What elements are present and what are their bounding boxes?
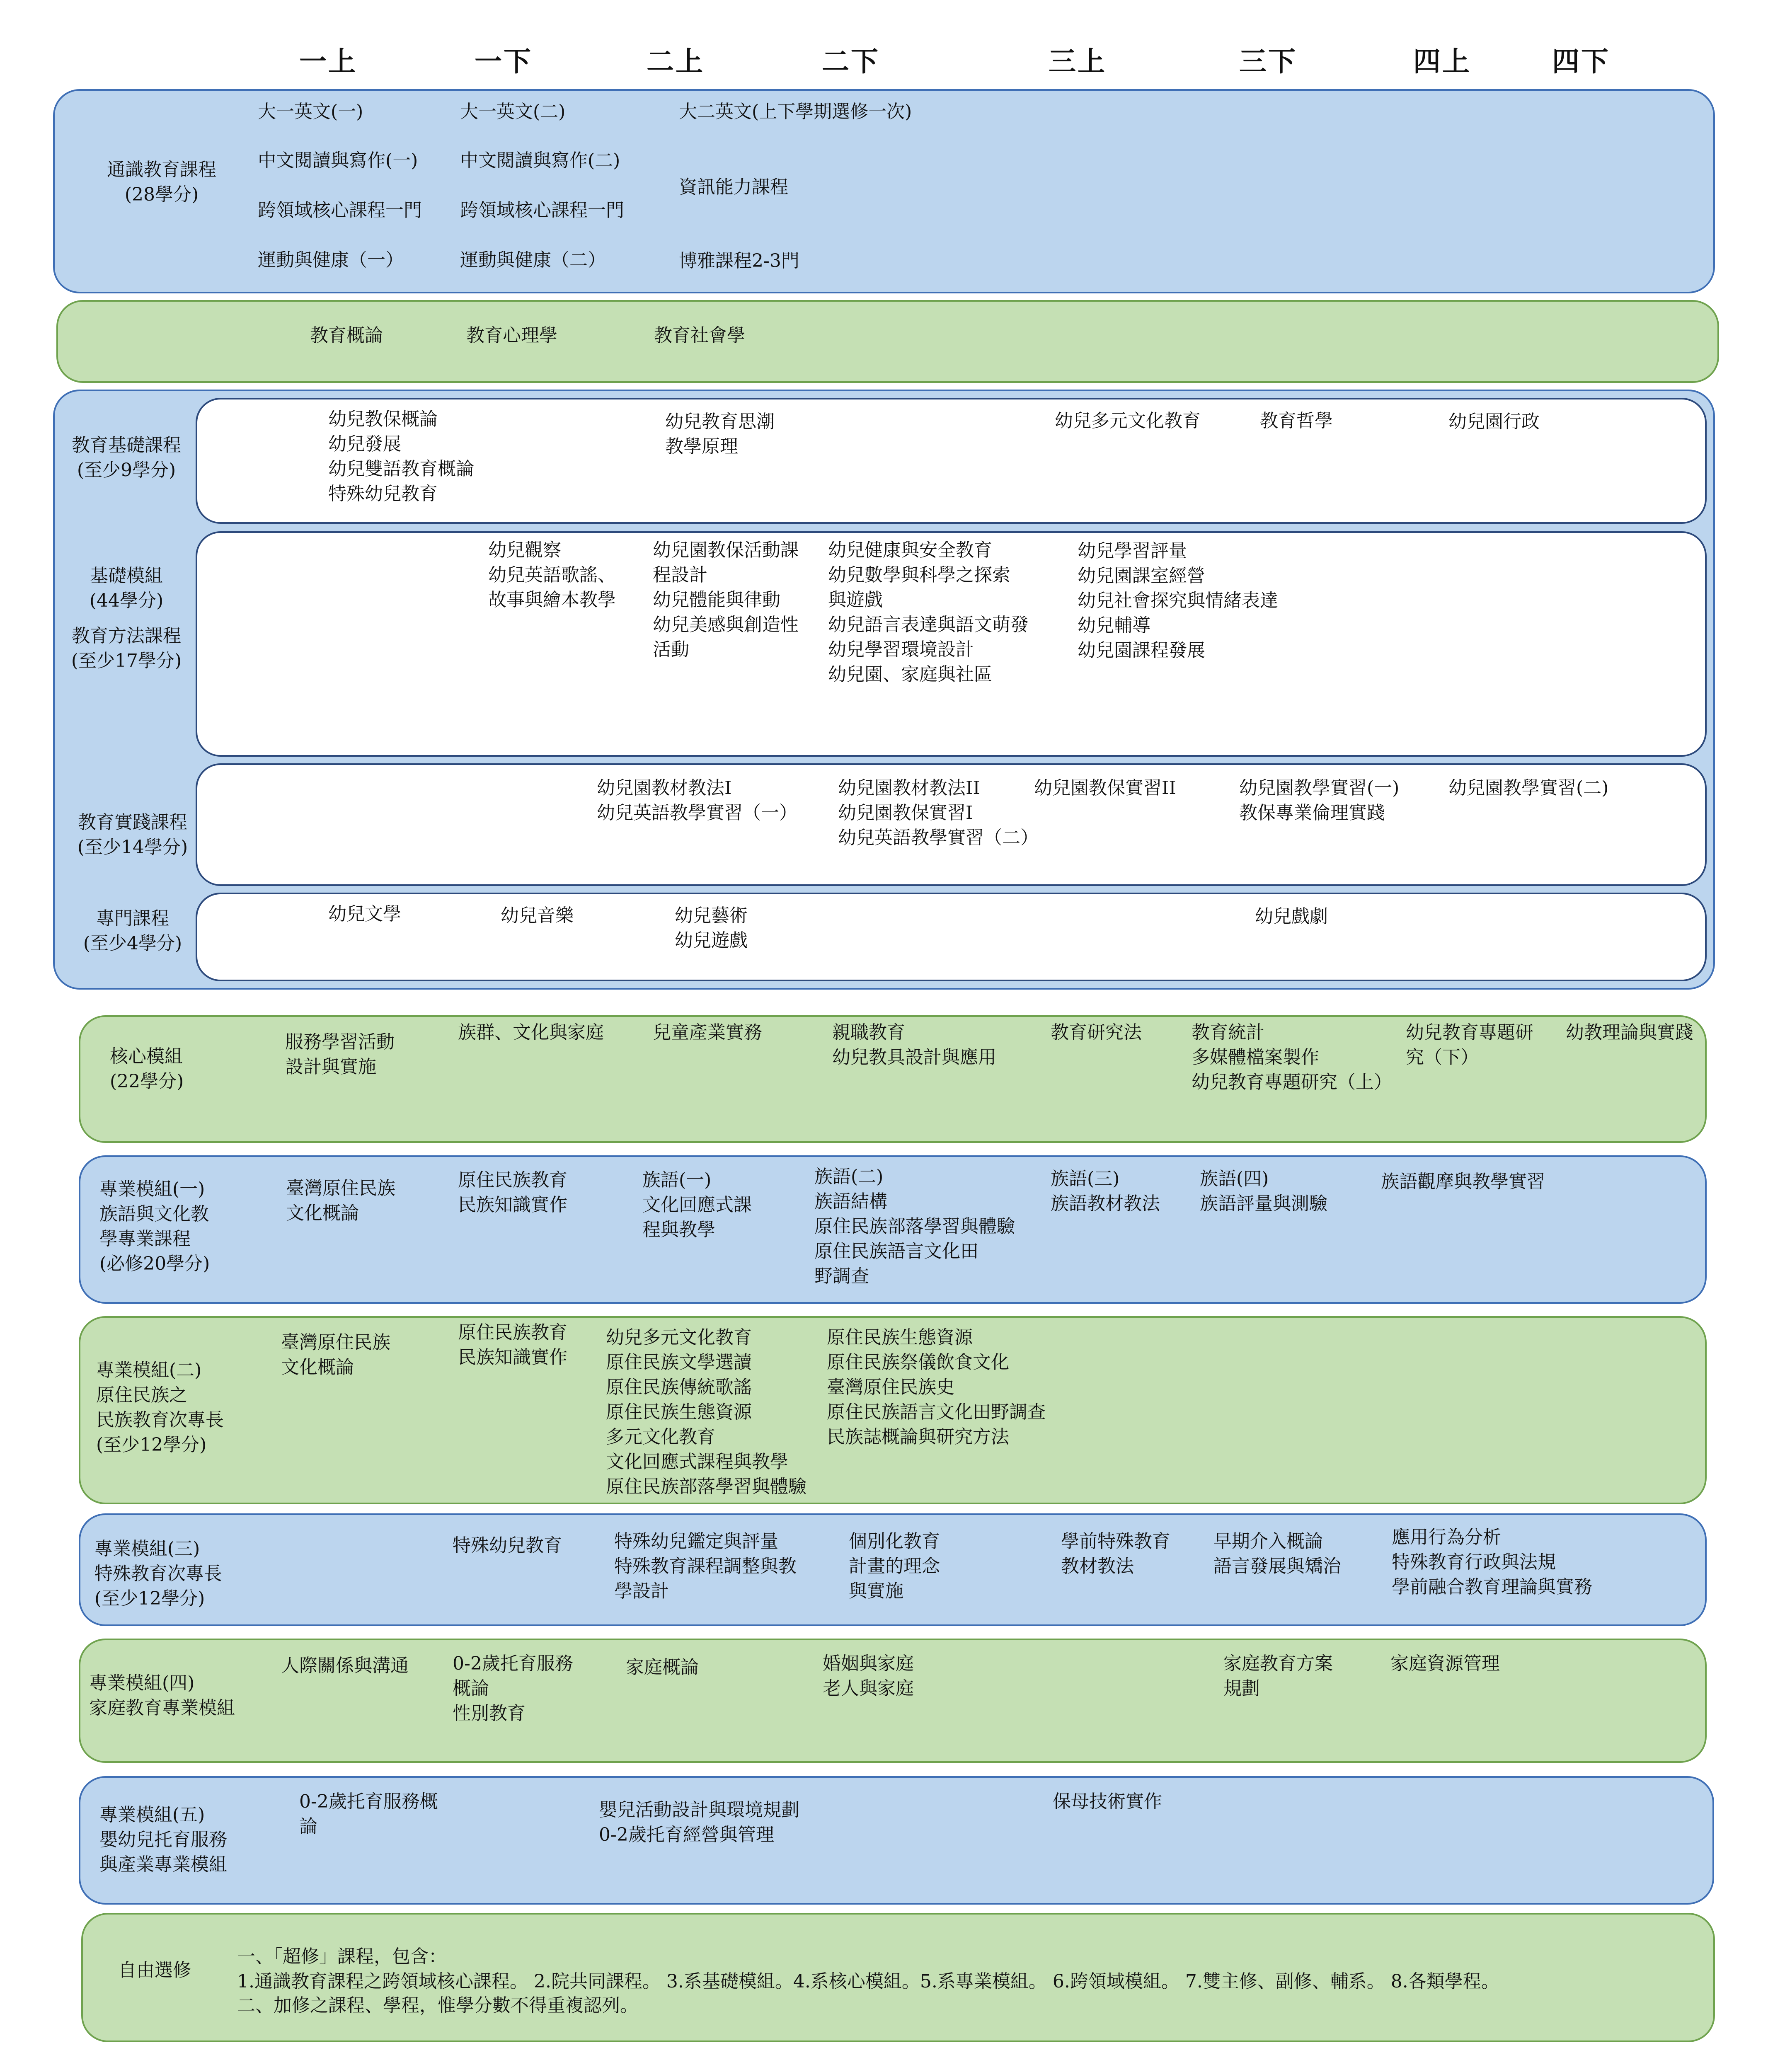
course-item: 家庭概論 — [626, 1657, 699, 1678]
course-item: 幼兒園教學實習(二) — [1448, 777, 1609, 799]
course-item: 大二英文(上下學期選修一次) — [679, 101, 912, 122]
course-item: 教育哲學 — [1260, 410, 1333, 431]
course-item: 家庭教育方案 規劃 — [1223, 1653, 1333, 1699]
course-item: 應用行為分析 特殊教育行政與法規 學前融合教育理論與實務 — [1392, 1527, 1592, 1598]
basic-module-label: 基礎模組 (44學分) — [89, 565, 164, 611]
course-item: 族語(二) 族語結構 原住民族部落學習與體驗 原住民族語言文化田 野調查 — [814, 1166, 1015, 1287]
course-item: 個別化教育 計畫的理念 與實施 — [849, 1531, 940, 1602]
pro-module-3-label: 專業模組(三) 特殊教育次專長 (至少12學分) — [94, 1538, 222, 1609]
free-electives-label: 自由選修 — [118, 1960, 191, 1981]
pro-module-2-label: 專業模組(二) 原住民族之 民族教育次專長 (至少12學分) — [96, 1360, 224, 1455]
semester-header: 一上 — [299, 45, 357, 77]
course-item: 原住民族教育 民族知識實作 — [458, 1169, 567, 1215]
course-item: 幼兒戲劇 — [1255, 906, 1328, 927]
course-item: 幼兒園教保活動課 程設計 幼兒體能與律動 幼兒美感與創造性 活動 — [653, 540, 799, 660]
pro-module-5-label: 專業模組(五) 嬰幼兒托育服務 與產業專業模組 — [99, 1804, 227, 1875]
course-item: 中文閱讀與寫作(二) — [460, 150, 620, 171]
course-item: 教育社會學 — [654, 325, 745, 346]
semester-header: 三上 — [1049, 45, 1107, 77]
course-item: 學前特殊教育 教材教法 — [1061, 1531, 1170, 1577]
course-item: 人際關係與溝通 — [281, 1655, 409, 1676]
course-item: 族語觀摩與教學實習 — [1381, 1171, 1545, 1192]
course-item: 博雅課程2-3門 — [679, 250, 799, 271]
practice-label: 教育實踐課程 (至少14學分) — [77, 812, 188, 858]
course-item: 親職教育 幼兒教具設計與應用 — [832, 1022, 996, 1068]
course-item: 臺灣原住民族 文化概論 — [281, 1332, 390, 1378]
course-item: 兒童產業實務 — [653, 1022, 762, 1043]
free-electives-note: 1.通識教育課程之跨領域核心課程。 2.院共同課程。 3.系基礎模組。4.系核心模組。5.系專業模組。 6.跨領域模組。 7.雙主修、副修、輔系。 8.各類學程。 — [237, 1971, 1499, 1992]
course-item: 跨領域核心課程一門 — [460, 200, 624, 221]
course-item: 幼兒教保概論 幼兒發展 幼兒雙語教育概論 特殊幼兒教育 — [328, 409, 474, 504]
course-item: 幼兒多元文化教育 — [1055, 410, 1201, 431]
course-item: 婚姻與家庭 老人與家庭 — [823, 1653, 914, 1699]
course-item: 特殊幼兒教育 — [453, 1535, 562, 1556]
course-item: 0-2歲托育服務 概論 性別教育 — [453, 1653, 573, 1724]
course-item: 族語(三) 族語教材教法 — [1051, 1168, 1160, 1214]
course-item: 運動與健康（二） — [460, 249, 606, 271]
course-item: 臺灣原住民族 文化概論 — [286, 1178, 395, 1224]
course-item: 幼兒音樂 — [501, 905, 574, 926]
semester-header: 四上 — [1413, 45, 1471, 77]
course-item: 運動與健康（一） — [258, 249, 404, 271]
course-item: 跨領域核心課程一門 — [258, 200, 422, 221]
pro-module-4-label: 專業模組(四) 家庭教育專業模組 — [89, 1673, 235, 1719]
course-item: 嬰兒活動設計與環境規劃 0-2歲托育經營與管理 — [599, 1799, 799, 1845]
course-item: 幼兒多元文化教育 原住民族文學選讀 原住民族傳統歌謠 原住民族生態資源 多元文化教育 文化回應式課程與教學 原住民族部落學習與體驗 — [606, 1327, 806, 1497]
core-module-label: 核心模組 (22學分) — [110, 1046, 184, 1092]
general-education-label: 通識教育課程 (28學分) — [107, 159, 216, 205]
semester-header: 二下 — [822, 45, 880, 77]
course-item: 家庭資源管理 — [1390, 1653, 1500, 1674]
semester-header: 四下 — [1552, 45, 1610, 77]
course-item: 教育統計 多媒體檔案製作 幼兒教育專題研究（上） — [1192, 1022, 1392, 1093]
method-label: 教育方法課程 (至少17學分) — [71, 625, 182, 671]
semester-header: 二上 — [647, 45, 705, 77]
course-item: 服務學習活動 設計與實施 — [285, 1031, 395, 1077]
course-item: 幼兒藝術 幼兒遊戲 — [675, 905, 748, 951]
course-item: 資訊能力課程 — [679, 177, 788, 198]
foundation-label: 教育基礎課程 (至少9學分) — [72, 435, 181, 481]
free-electives-note: 二、加修之課程、學程，惟學分數不得重複認列。 — [237, 1995, 638, 2016]
course-item: 中文閱讀與寫作(一) — [258, 150, 418, 171]
course-item: 族語(一) 文化回應式課 程與教學 — [642, 1169, 752, 1240]
course-item: 大一英文(一) — [258, 101, 363, 122]
college-common-panel — [56, 300, 1719, 383]
course-item: 幼兒觀察 幼兒英語歌謠、 故事與繪本教學 — [488, 540, 616, 610]
free-electives-note: 一、「超修」課程，包含： — [237, 1946, 447, 1967]
course-item: 特殊幼兒鑑定與評量 特殊教育課程調整與教 學設計 — [614, 1531, 797, 1602]
course-item: 幼兒教育專題研 究（下） — [1406, 1022, 1533, 1068]
course-item: 幼教理論與實踐 — [1566, 1022, 1693, 1043]
course-item: 原住民族教育 民族知識實作 — [458, 1322, 567, 1368]
course-item: 教育概論 — [310, 325, 383, 346]
course-item: 教育心理學 — [466, 325, 557, 346]
course-item: 幼兒教育思潮 教學原理 — [665, 411, 775, 457]
special-label: 專門課程 (至少4學分) — [83, 908, 182, 954]
course-item: 幼兒學習評量 幼兒園課室經營 幼兒社會探究與情緒表達 幼兒輔導 幼兒園課程發展 — [1078, 540, 1278, 661]
course-item: 幼兒園教材教法I 幼兒英語教學實習（一） — [597, 777, 797, 823]
course-item: 幼兒園教保實習II — [1034, 777, 1176, 799]
semester-header: 三下 — [1239, 45, 1297, 77]
pro-module-1-label: 專業模組(一) 族語與文化教 學專業課程 (必修20學分) — [99, 1179, 210, 1274]
course-item: 教育研究法 — [1051, 1022, 1142, 1043]
course-item: 原住民族生態資源 原住民族祭儀飲食文化 臺灣原住民族史 原住民族語言文化田野調查 民族誌概論與研究方法 — [827, 1327, 1046, 1447]
semester-header: 一下 — [475, 45, 533, 77]
course-item: 幼兒健康與安全教育 幼兒數學與科學之探索 與遊戲 幼兒語言表達與語文萌發 幼兒學習環境設計 幼兒園、家庭與社區 — [828, 540, 1029, 685]
course-item: 幼兒園教學實習(一) 教保專業倫理實踐 — [1239, 777, 1400, 823]
course-item: 幼兒園教材教法II 幼兒園教保實習I 幼兒英語教學實習（二） — [838, 777, 1039, 848]
course-item: 保母技術實作 — [1053, 1791, 1162, 1812]
course-item: 族群、文化與家庭 — [458, 1022, 604, 1043]
course-item: 幼兒園行政 — [1448, 411, 1540, 432]
special-courses-box — [196, 893, 1707, 981]
course-item: 早期介入概論 語言發展與矯治 — [1213, 1531, 1341, 1577]
course-item: 幼兒文學 — [328, 903, 401, 925]
course-item: 族語(四) 族語評量與測驗 — [1200, 1168, 1327, 1214]
course-item: 0-2歲托育服務概 論 — [299, 1791, 438, 1837]
course-item: 大一英文(二) — [460, 101, 566, 122]
